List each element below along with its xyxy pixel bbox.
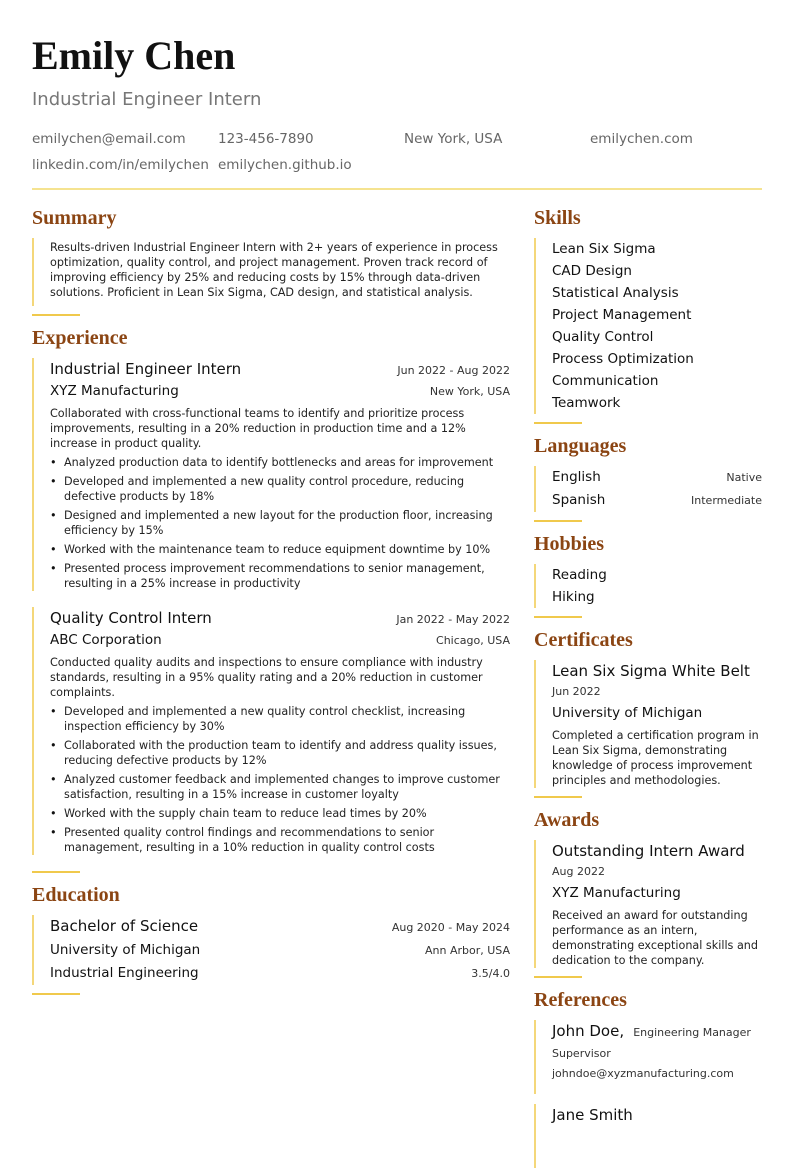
- award-description: Received an award for outstanding performance as an intern, demonstrating exceptional skills and dedication to the company.: [552, 909, 758, 967]
- section-divider: [534, 520, 582, 522]
- bullet-item: • Collaborated with the production team to identify and address quality issues, reducing defective products by 12%: [50, 738, 510, 768]
- language-item: [552, 466, 762, 489]
- bullet-item: • Presented process improvement recommendations to senior management, resulting in a 25% increase in productivity: [50, 561, 510, 591]
- bullet-item: • Worked with the supply chain team to reduce lead times by 20%: [50, 806, 510, 821]
- contact-info: [32, 126, 762, 178]
- award-title: Outstanding Intern Award: [552, 842, 745, 860]
- reference-relation: Supervisor: [552, 1047, 611, 1060]
- job-location: New York, USA: [429, 385, 510, 398]
- section-divider: [534, 616, 582, 618]
- job-entry: [32, 607, 510, 855]
- phone-number[interactable]: 123-456-7890: [218, 131, 314, 147]
- field-of-study: Industrial Engineering: [50, 965, 199, 981]
- job-description: Conducted quality audits and inspections to ensure compliance with industry standards, resulting in a 95% quality rating and a 20% reduction in customer complaints.: [50, 656, 483, 699]
- resume-header: [32, 30, 762, 178]
- education-date: Aug 2020 - May 2024: [391, 921, 510, 934]
- bullet-item: • Analyzed customer feedback and implemented changes to improve customer satisfaction, resulting in a 15% increase in customer loyalty: [50, 772, 510, 802]
- language-name: Spanish: [552, 492, 606, 508]
- job-title: Industrial Engineer Intern: [50, 360, 242, 378]
- certificate-issuer: University of Michigan: [552, 705, 703, 721]
- bullet-item: • Designed and implemented a new layout for the production floor, increasing efficiency by 15%: [50, 508, 510, 538]
- job-description: Collaborated with cross-functional teams to identify and prioritize process improvements, resulting in a 20% reduction in production time and a 12% increase in product quality.: [50, 407, 466, 450]
- certificates-heading: Certificates: [534, 629, 633, 651]
- job-date: Jun 2022 - Aug 2022: [397, 364, 510, 377]
- school: University of Michigan: [50, 942, 201, 958]
- degree: Bachelor of Science: [50, 917, 199, 935]
- award-issuer: XYZ Manufacturing: [552, 885, 681, 901]
- certificate-description: Completed a certification program in Lean Six Sigma, demonstrating knowledge of process improvement principles and methodologies.: [552, 729, 759, 787]
- job-title: Quality Control Intern: [50, 609, 212, 627]
- school-location: Ann Arbor, USA: [424, 944, 510, 957]
- reference-entry: [534, 1104, 762, 1168]
- certificate-entry: [534, 660, 762, 788]
- education-entry: [32, 915, 510, 985]
- awards-heading: Awards: [534, 809, 600, 831]
- skill-item: Teamwork: [552, 395, 621, 411]
- reference-entry: [534, 1020, 762, 1094]
- section-divider: [32, 993, 80, 995]
- languages-list: [534, 466, 762, 512]
- reference-name: Jane Smith: [552, 1106, 633, 1124]
- skill-item: Lean Six Sigma: [552, 241, 656, 257]
- section-divider: [534, 796, 582, 798]
- job-bullets: [50, 455, 510, 591]
- reference-email[interactable]: johndoe@xyzmanufacturing.com: [552, 1067, 734, 1080]
- skill-item: Statistical Analysis: [552, 285, 679, 301]
- bullet-item: • Presented quality control findings and recommendations to senior management, resulting in a 10% reduction in quality control costs: [50, 825, 510, 855]
- summary-heading: Summary: [32, 207, 117, 229]
- section-divider: [32, 314, 80, 316]
- language-level: Native: [726, 471, 762, 484]
- skill-item: Project Management: [552, 307, 692, 323]
- job-company: ABC Corporation: [50, 632, 162, 648]
- header-divider: [32, 188, 762, 190]
- location: New York, USA: [404, 131, 503, 147]
- hobbies-list: [534, 564, 762, 608]
- bullet-item: • Developed and implemented a new quality control checklist, increasing inspection efficiency by 30%: [50, 704, 510, 734]
- section-divider: [32, 871, 80, 873]
- certificate-date: Jun 2022: [552, 685, 601, 698]
- award-date: Aug 2022: [552, 865, 605, 878]
- skills-heading: Skills: [534, 207, 581, 229]
- skill-item: CAD Design: [552, 263, 632, 279]
- bullet-item: • Analyzed production data to identify bottlenecks and areas for improvement: [50, 455, 510, 470]
- job-entry: [32, 358, 510, 591]
- references-heading: References: [534, 989, 627, 1011]
- hobby-item: Hiking: [552, 589, 595, 605]
- hobby-item: Reading: [552, 567, 607, 583]
- gpa: 3.5/4.0: [471, 967, 510, 980]
- bullet-item: • Developed and implemented a new quality control procedure, reducing defective products by 18%: [50, 474, 510, 504]
- job-date: Jan 2022 - May 2022: [396, 613, 510, 626]
- language-level: Intermediate: [691, 494, 762, 507]
- section-divider: [534, 422, 582, 424]
- section-divider: [534, 976, 582, 978]
- linkedin-link[interactable]: linkedin.com/in/emilychen: [32, 157, 209, 173]
- job-location: Chicago, USA: [436, 634, 510, 647]
- reference-role: Engineering Manager: [633, 1026, 751, 1039]
- education-heading: Education: [32, 884, 120, 906]
- bullet-item: • Worked with the maintenance team to reduce equipment downtime by 10%: [50, 542, 510, 557]
- github-link[interactable]: emilychen.github.io: [218, 157, 352, 173]
- main-column: [32, 204, 510, 1003]
- email-link[interactable]: emilychen@email.com: [32, 131, 186, 147]
- website-link[interactable]: emilychen.com: [590, 131, 693, 147]
- skill-item: Communication: [552, 373, 659, 389]
- summary-section: [32, 238, 510, 306]
- certificate-title: Lean Six Sigma White Belt: [552, 662, 750, 680]
- job-title: Industrial Engineer Intern: [32, 89, 262, 110]
- experience-heading: Experience: [32, 327, 128, 349]
- skill-item: Process Optimization: [552, 351, 694, 367]
- summary-text: Results-driven Industrial Engineer Intern with 2+ years of experience in process optimization, quality control, and project management. Proven track record of improving efficiency by 25% and reducing costs by 15% through data-driven solutions. Proficient in Lean Six Sigma, CAD design, and statistical analysis.: [50, 241, 498, 299]
- sidebar-column: [534, 204, 762, 1168]
- languages-heading: Languages: [534, 435, 627, 457]
- skill-item: Quality Control: [552, 329, 654, 345]
- reference-name: John Doe,: [552, 1022, 625, 1040]
- hobbies-heading: Hobbies: [534, 533, 605, 555]
- language-item: [552, 489, 762, 512]
- award-entry: [534, 840, 762, 968]
- skills-list: [534, 238, 762, 414]
- language-name: English: [552, 469, 601, 485]
- candidate-name: Emily Chen: [32, 33, 236, 78]
- job-company: XYZ Manufacturing: [50, 383, 179, 399]
- job-bullets: [50, 704, 510, 855]
